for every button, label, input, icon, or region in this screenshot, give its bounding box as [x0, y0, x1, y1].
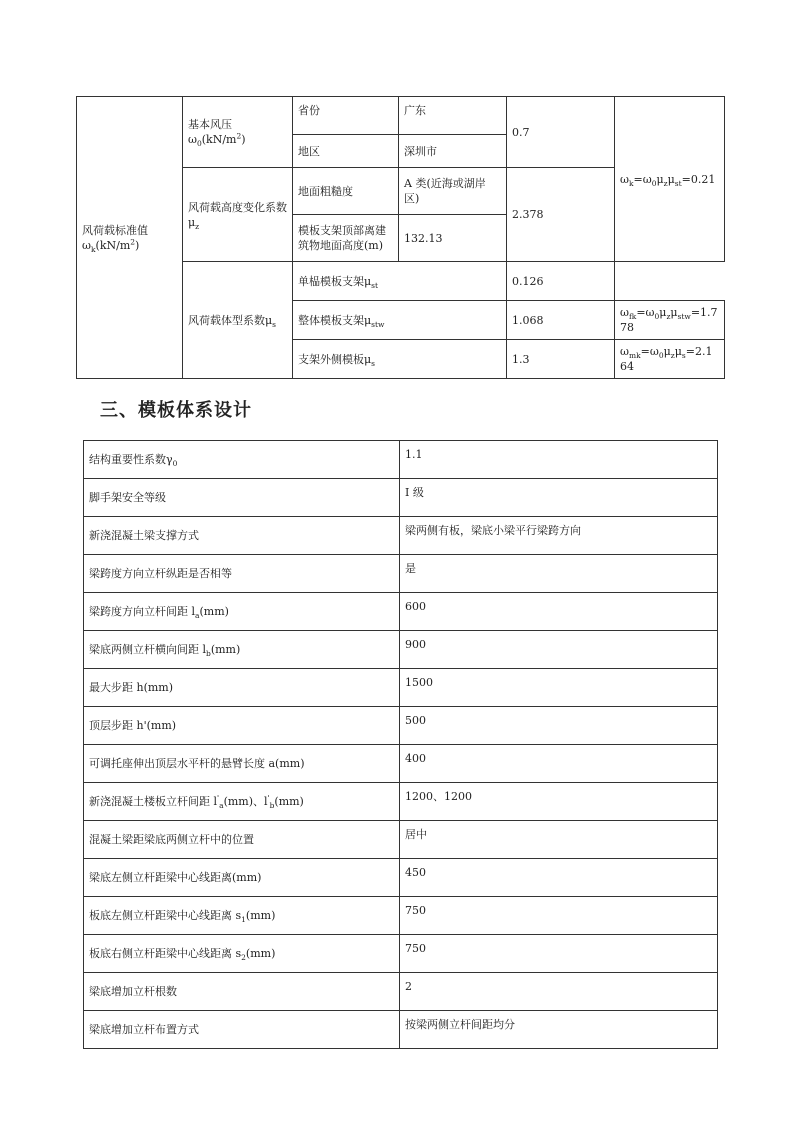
single-frame-label: 单榀模板支架$\mu_{st}$	[293, 262, 507, 301]
param-label: 梁底两侧立杆横向间距 $l_b(mm)$	[84, 631, 400, 669]
param-value: 600	[400, 593, 718, 631]
table-row	[84, 783, 718, 821]
outer-formwork-label: 支架外侧模板$\mu_s$	[293, 340, 507, 379]
param-label: 顶层步距 h'(mm)	[84, 707, 400, 745]
outer-formwork-value: 1.3	[507, 340, 615, 379]
param-label: 梁跨度方向立杆纵距是否相等	[84, 555, 400, 593]
shape-factor-label: 风荷载体型系数$\mu_s$	[183, 262, 293, 379]
table-row	[84, 707, 718, 745]
param-value: 是	[400, 555, 718, 593]
param-value: 450	[400, 859, 718, 897]
param-label: 梁底左侧立杆距梁中心线距离(mm)	[84, 859, 400, 897]
param-value: 400	[400, 745, 718, 783]
wfk-formula: $\omega_{fk}=\omega_0\mu_z\mu_{stw}=1.778$	[615, 301, 725, 340]
param-value: 500	[400, 707, 718, 745]
table-row	[84, 479, 718, 517]
height-label: 模板支架顶部离建筑物地面高度(m)	[293, 215, 399, 262]
param-value: 900	[400, 631, 718, 669]
param-label: 可调托座伸出顶层水平杆的悬臂长度 a(mm)	[84, 745, 400, 783]
param-label: 新浇混凝土梁支撑方式	[84, 517, 400, 555]
wmk-formula: $\omega_{mk}=\omega_0\mu_z\mu_s=2.164$	[615, 340, 725, 379]
param-value: 2	[400, 973, 718, 1011]
basic-pressure-value: 0.7	[507, 97, 615, 168]
param-value: 按梁两侧立杆间距均分	[400, 1011, 718, 1049]
table-row	[84, 517, 718, 555]
height-factor-value: 2.378	[507, 168, 615, 262]
height-value: 132.13	[399, 215, 507, 262]
table-row	[84, 631, 718, 669]
param-value: I 级	[400, 479, 718, 517]
param-label: 板底右侧立杆距梁中心线距离 $s_2(mm)$	[84, 935, 400, 973]
province-label: 省份	[293, 97, 399, 135]
wind-load-table	[76, 96, 725, 379]
region-label: 地区	[293, 135, 399, 168]
single-frame-value: 0.126	[507, 262, 615, 301]
param-value: 梁两侧有板，梁底小梁平行梁跨方向	[400, 517, 718, 555]
table-row	[84, 973, 718, 1011]
param-label: 板底左侧立杆距梁中心线距离 $s_1(mm)$	[84, 897, 400, 935]
table-row	[84, 859, 718, 897]
roughness-label: 地面粗糙度	[293, 168, 399, 215]
param-value: 750	[400, 897, 718, 935]
table-row	[84, 593, 718, 631]
province-value: 广东	[399, 97, 507, 135]
param-value: 1200、1200	[400, 783, 718, 821]
param-value: 居中	[400, 821, 718, 859]
wk-formula: $\omega_k=\omega_0\mu_z\mu_{st}=0.21$	[615, 97, 725, 262]
wind-load-standard-label: 风荷载标准值 $\omega_k(kN/m^2)$	[77, 97, 183, 379]
table-row	[84, 669, 718, 707]
param-label: 新浇混凝土楼板立杆间距 $l'_a(mm)$、$l'_b(mm)$	[84, 783, 400, 821]
whole-frame-label: 整体模板支架$\mu_{stw}$	[293, 301, 507, 340]
table-row	[84, 935, 718, 973]
height-factor-label: 风荷载高度变化系数 $\mu_z$	[183, 168, 293, 262]
param-value: 1500	[400, 669, 718, 707]
table-row	[84, 745, 718, 783]
roughness-value: A 类(近海或湖岸区)	[399, 168, 507, 215]
basic-wind-pressure-label: 基本风压 $\omega_0(kN/m^2)$	[183, 97, 293, 168]
param-label: 梁底增加立杆布置方式	[84, 1011, 400, 1049]
table-row	[84, 555, 718, 593]
param-value: 1.1	[400, 441, 718, 479]
param-label: 结构重要性系数$\gamma_0$	[84, 441, 400, 479]
param-label: 梁底增加立杆根数	[84, 973, 400, 1011]
table-row	[84, 1011, 718, 1049]
section-title: 三、模板体系设计	[100, 400, 252, 421]
param-label: 脚手架安全等级	[84, 479, 400, 517]
table-row	[84, 897, 718, 935]
table-row	[84, 821, 718, 859]
param-value: 750	[400, 935, 718, 973]
region-value: 深圳市	[399, 135, 507, 168]
param-label: 混凝土梁距梁底两侧立杆中的位置	[84, 821, 400, 859]
table-row	[84, 441, 718, 479]
whole-frame-value: 1.068	[507, 301, 615, 340]
param-label: 最大步距 h(mm)	[84, 669, 400, 707]
param-label: 梁跨度方向立杆间距 $l_a(mm)$	[84, 593, 400, 631]
formwork-design-table	[83, 440, 718, 1049]
